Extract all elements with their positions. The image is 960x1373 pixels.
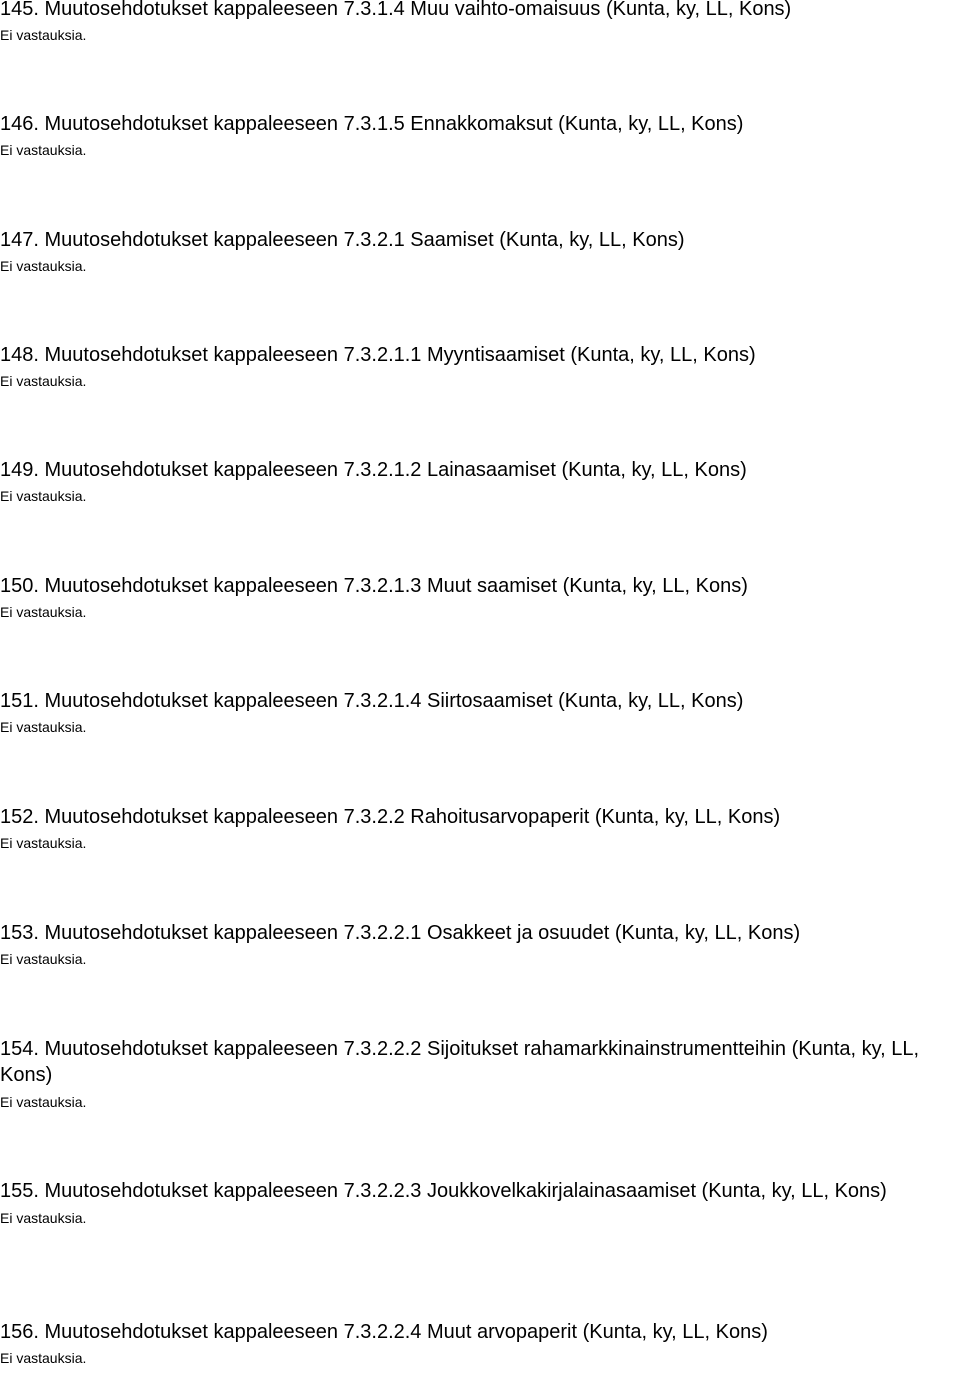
section-answer: Ei vastauksia. xyxy=(0,488,87,504)
section-151 xyxy=(0,688,960,736)
section-150 xyxy=(0,573,960,621)
section-heading: 152. Muutosehdotukset kappaleeseen 7.3.2.2 Rahoitusarvopaperit (Kunta, ky, LL, Kons) xyxy=(0,806,781,828)
section-heading: 154. Muutosehdotukset kappaleeseen 7.3.2.2.2 Sijoitukset rahamarkkinainstrumentteihin (Kunta, ky, LL, Kons) xyxy=(0,1038,920,1086)
section-152 xyxy=(0,804,960,852)
section-answer: Ei vastauksia. xyxy=(0,1350,87,1366)
section-149 xyxy=(0,457,960,505)
section-heading: 149. Muutosehdotukset kappaleeseen 7.3.2.1.2 Lainasaamiset (Kunta, ky, LL, Kons) xyxy=(0,459,747,481)
section-heading: 146. Muutosehdotukset kappaleeseen 7.3.1.5 Ennakkomaksut (Kunta, ky, LL, Kons) xyxy=(0,113,744,135)
section-answer: Ei vastauksia. xyxy=(0,604,87,620)
section-154 xyxy=(0,1036,960,1111)
section-answer: Ei vastauksia. xyxy=(0,1094,87,1110)
section-heading: 156. Muutosehdotukset kappaleeseen 7.3.2.2.4 Muut arvopaperit (Kunta, ky, LL, Kons) xyxy=(0,1321,768,1343)
section-147 xyxy=(0,227,960,275)
section-heading: 155. Muutosehdotukset kappaleeseen 7.3.2.2.3 Joukkovelkakirjalainasaamiset (Kunta, ky, LL, Kons) xyxy=(0,1180,887,1202)
section-146 xyxy=(0,111,960,159)
section-156 xyxy=(0,1319,960,1367)
section-heading: 150. Muutosehdotukset kappaleeseen 7.3.2.1.3 Muut saamiset (Kunta, ky, LL, Kons) xyxy=(0,575,748,597)
section-heading: 151. Muutosehdotukset kappaleeseen 7.3.2.1.4 Siirtosaamiset (Kunta, ky, LL, Kons) xyxy=(0,690,744,712)
section-answer: Ei vastauksia. xyxy=(0,258,87,274)
section-answer: Ei vastauksia. xyxy=(0,719,87,735)
section-153 xyxy=(0,920,960,968)
section-155 xyxy=(0,1178,960,1227)
section-answer: Ei vastauksia. xyxy=(0,1210,87,1226)
section-answer: Ei vastauksia. xyxy=(0,835,87,851)
section-heading: 153. Muutosehdotukset kappaleeseen 7.3.2.2.1 Osakkeet ja osuudet (Kunta, ky, LL, Kons) xyxy=(0,922,801,944)
section-heading: 148. Muutosehdotukset kappaleeseen 7.3.2.1.1 Myyntisaamiset (Kunta, ky, LL, Kons) xyxy=(0,344,756,366)
section-145 xyxy=(0,0,960,44)
section-answer: Ei vastauksia. xyxy=(0,142,87,158)
section-answer: Ei vastauksia. xyxy=(0,373,87,389)
section-148 xyxy=(0,342,960,390)
section-answer: Ei vastauksia. xyxy=(0,951,87,967)
section-heading: 145. Muutosehdotukset kappaleeseen 7.3.1.4 Muu vaihto-omaisuus (Kunta, ky, LL, Kons) xyxy=(0,0,792,20)
section-heading: 147. Muutosehdotukset kappaleeseen 7.3.2.1 Saamiset (Kunta, ky, LL, Kons) xyxy=(0,229,685,251)
section-answer: Ei vastauksia. xyxy=(0,27,87,43)
